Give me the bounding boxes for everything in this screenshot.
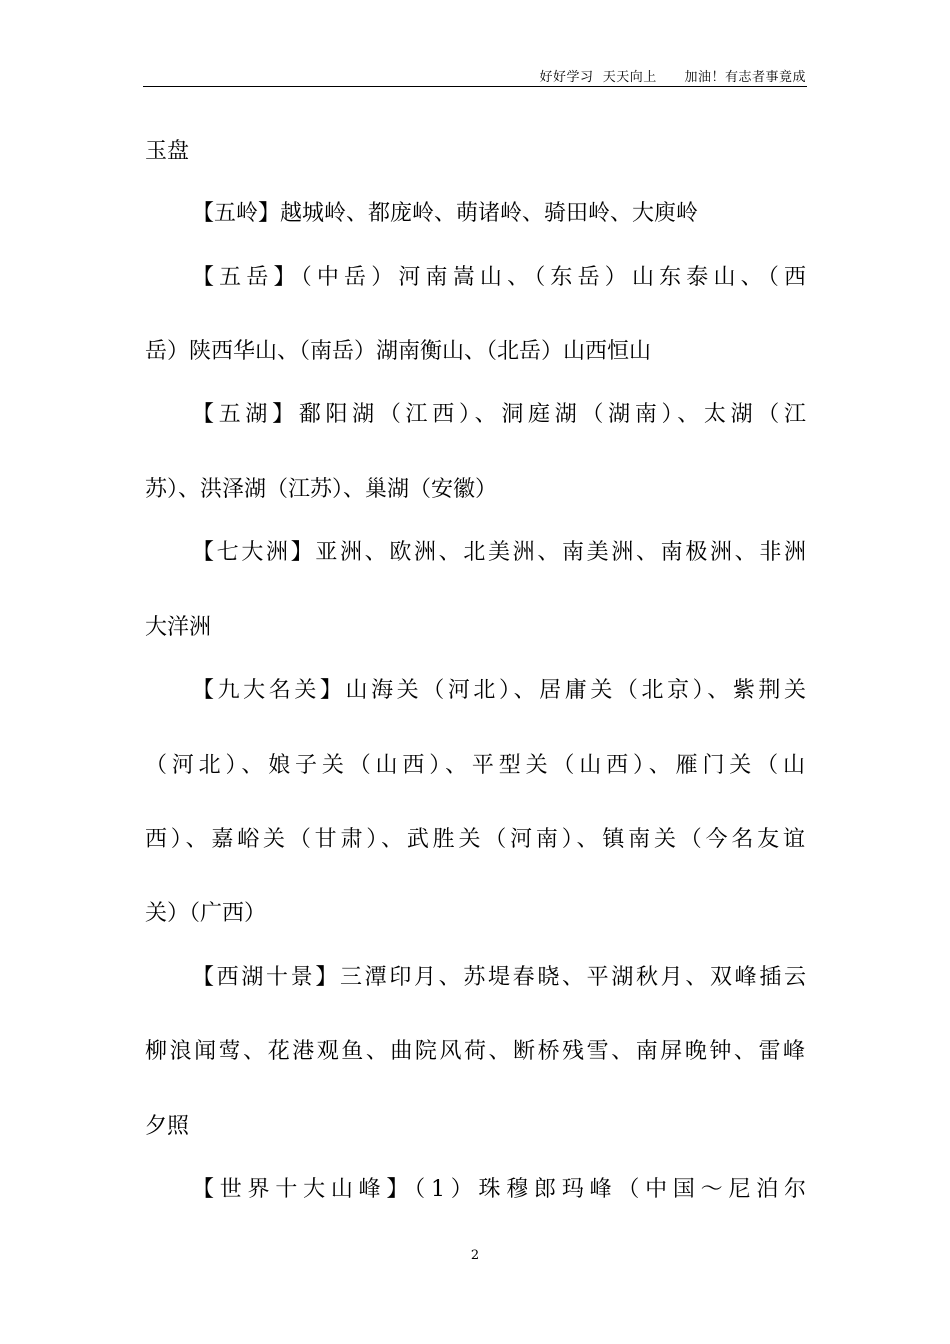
text-line: 苏）、洪泽湖（江苏）、巢湖（安徽）	[145, 477, 498, 502]
text-line: 关）（广西）	[145, 901, 267, 926]
page-number: 2	[470, 1248, 480, 1263]
text-line: 【七大洲】亚洲、欧洲、北美洲、南美洲、南极洲、非洲	[192, 540, 806, 565]
text-line: 岳）陕西华山、（南岳）湖南衡山、（北岳）山西恒山	[145, 339, 652, 364]
text-line: 玉盘	[145, 139, 190, 164]
text-line: 【五岳】（中岳）河南嵩山、（东岳）山东泰山、（西	[192, 265, 806, 290]
page-header: 好好学习 天天向上 加油！有志者事竟成	[539, 70, 806, 85]
text-line: 【五湖】鄱阳湖（江西）、洞庭湖（湖南）、太湖（江	[192, 402, 806, 427]
text-line: 柳浪闻莺、花港观鱼、曲院风荷、断桥残雪、南屏晚钟、雷峰	[145, 1039, 805, 1064]
header-divider	[143, 86, 807, 87]
text-line: 【五岭】越城岭、都庞岭、萌诸岭、骑田岭、大庾岭	[192, 201, 699, 226]
text-line: （河北）、娘子关（山西）、平型关（山西）、雁门关（山	[145, 753, 805, 778]
text-line: 夕照	[145, 1114, 190, 1139]
text-line: 【西湖十景】三潭印月、苏堤春晓、平湖秋月、双峰插云	[192, 965, 806, 990]
text-line: 西）、嘉峪关（甘肃）、武胜关（河南）、镇南关（今名友谊	[145, 827, 805, 852]
text-line: 大洋洲	[145, 615, 212, 640]
text-line: 【世界十大山峰】（1）珠穆郎玛峰（中国～尼泊尔	[192, 1177, 806, 1202]
text-line: 【九大名关】山海关（河北）、居庸关（北京）、紫荆关	[192, 678, 806, 703]
